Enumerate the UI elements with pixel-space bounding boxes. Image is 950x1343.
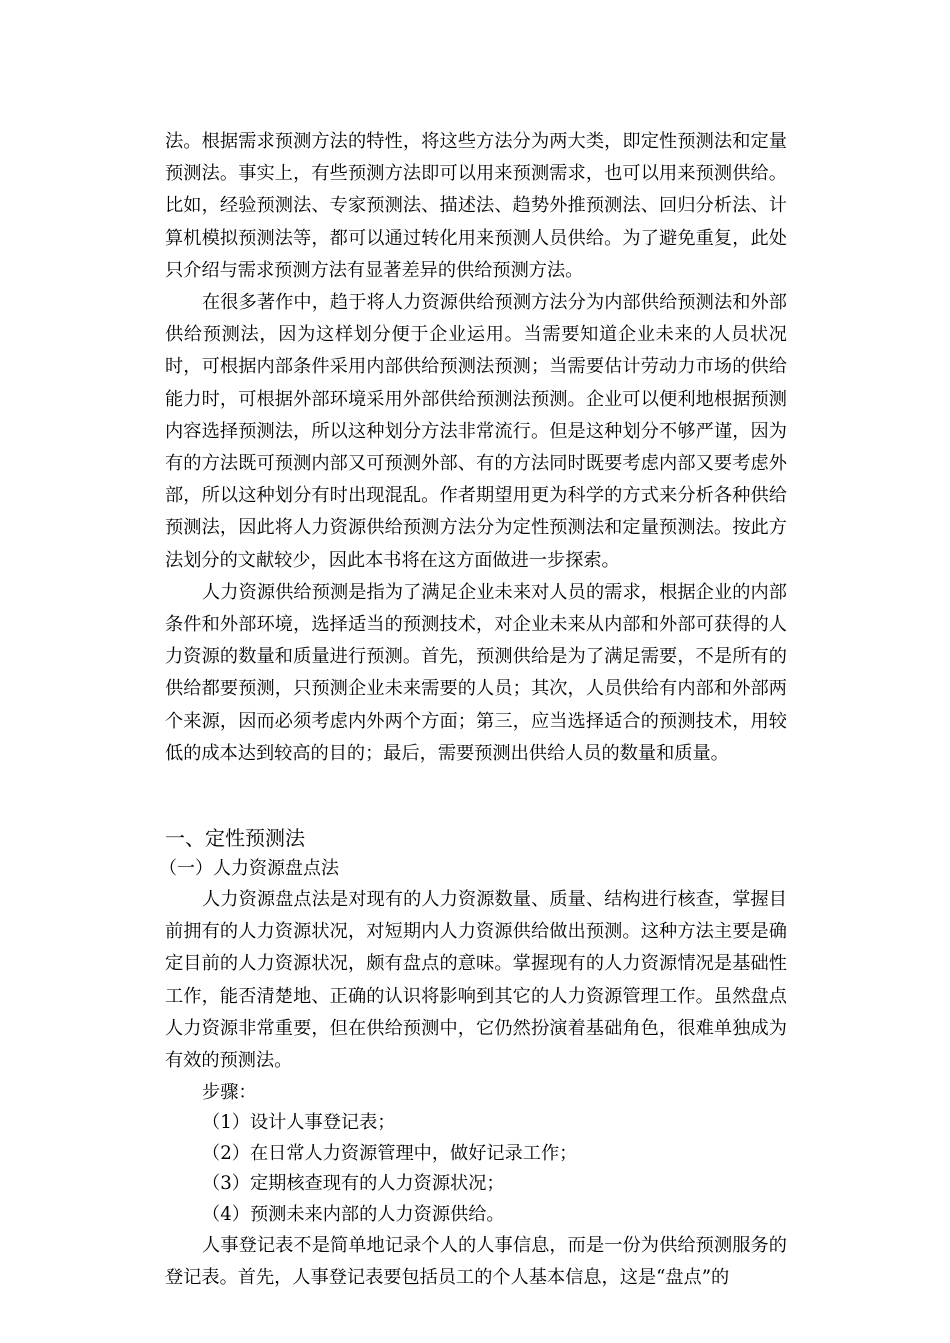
paragraph-classification: 在很多著作中，趋于将人力资源供给预测方法分为内部供给预测法和外部供给预测法，因为这样划分便于企业运用。当需要知道企业未来的人员状况时，可根据内部条件采用内部供给预测法预测；当需要估计劳动力市场的供给能力时，可根据外部环境采用外部供给预测法预测。企业可以便利地根据预测内容选择预测法，所以这种划分方法非常流行。但是这种划分不够严谨，因为有的方法既可预测内部又可预测外部、有的方法同时既要考虑内部又要考虑外部，所以这种划分有时出现混乱。作者期望用更为科学的方式来分析各种供给预测法，因此将人力资源供给预测方法分为定性预测法和定量预测法。按此方法划分的文献较少，因此本书将在这方面做进一步探索。	[165, 292, 787, 571]
step-item: （2）在日常人力资源管理中，做好记录工作；	[202, 1142, 578, 1164]
paragraph-supply-definition: 人力资源供给预测是指为了满足企业未来对人员的需求，根据企业的内部条件和外部环境，选择适当的预测技术，对企业未来从内部和外部可获得的人力资源的数量和质量进行预测。首先，预测供给是为了满足需要，不是所有的供给都要预测，只预测企业未来需要的人员；其次，人员供给有内部和外部两个来源，因而必须考虑内外两个方面；第三，应当选择适合的预测技术，用较低的成本达到较高的目的；最后，需要预测出供给人员的数量和质量。	[165, 581, 787, 764]
step-item: （4）预测未来内部的人力资源供给。	[202, 1203, 505, 1225]
subsection-heading: （一）人力资源盘点法	[159, 858, 339, 880]
paragraph-inventory-method: 人力资源盘点法是对现有的人力资源数量、质量、结构进行核查，掌握目前拥有的人力资源状况，对短期内人力资源供给做出预测。这种方法主要是确定目前的人力资源状况，颇有盘点的意味。掌握现有的人力资源情况是基础性工作，能否清楚地、正确的认识将影响到其它的人力资源管理工作。虽然盘点人力资源非常重要，但在供给预测中，它仍然扮演着基础角色，很难单独成为有效的预测法。	[165, 889, 787, 1072]
steps-list	[165, 1108, 787, 1230]
document-page	[159, 126, 787, 1295]
section-heading: 一、定性预测法	[165, 826, 305, 851]
paragraph-registration-form: 人事登记表不是简单地记录个人的人事信息，而是一份为供给预测服务的登记表。首先，人事登记表要包括员工的个人基本信息，这是“盘点”的	[165, 1235, 787, 1289]
step-item: （3）定期核查现有的人力资源状况；	[202, 1173, 505, 1195]
step-item: （1）设计人事登记表；	[202, 1112, 396, 1134]
steps-label: 步骤：	[202, 1082, 257, 1104]
paragraph-methods-intro: 法。根据需求预测方法的特性，将这些方法分为两大类，即定性预测法和定量预测法。事实上，有些预测方法即可以用来预测需求，也可以用来预测供给。比如，经验预测法、专家预测法、描述法、趋势外推预测法、回归分析法、计算机模拟预测法等，都可以通过转化用来预测人员供给。为了避免重复，此处只介绍与需求预测方法有显著差异的供给预测方法。	[165, 131, 787, 281]
